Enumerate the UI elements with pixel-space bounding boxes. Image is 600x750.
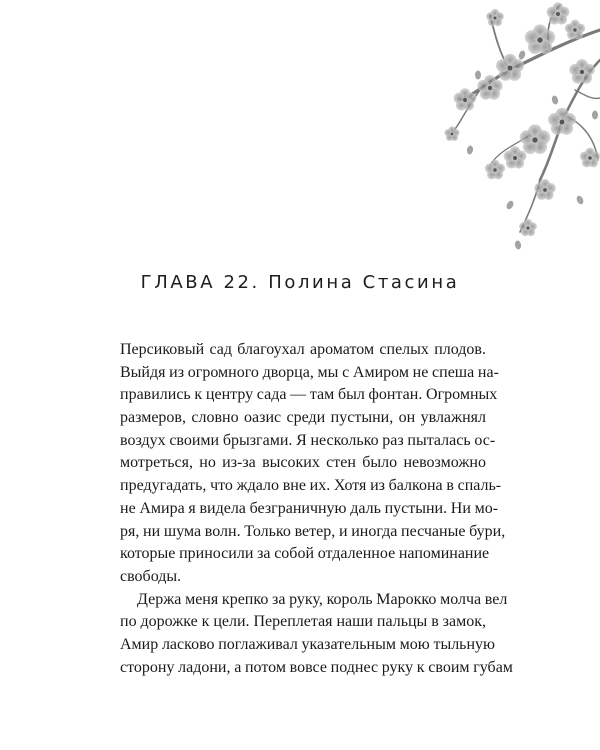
text-line: Персиковый сад благоухал ароматом спелых плодов. xyxy=(120,341,486,358)
text-line: Выйдя из огромного дворца, мы с Амиром не спеша на- xyxy=(120,363,499,381)
text-line: которые приносили за собой отдаленное напоминание xyxy=(120,545,490,563)
text-line: правились к центру сада — там был фонтан. Огромных xyxy=(120,386,498,404)
text-line: мотреться, но из-за высоких стен было невозможно xyxy=(120,454,486,472)
text-line: ря, ни шума волн. Только ветер, и иногда песчаные бури, xyxy=(120,522,506,540)
text-line: Держа меня крепко за руку, король Марокко молча вел xyxy=(137,590,508,608)
body-text xyxy=(120,339,513,679)
text-line: сторону ладони, а потом вовсе поднес руку к своим губам xyxy=(120,658,513,676)
text-line: воздух своими брызгами. Я несколько раз пыталась ос- xyxy=(120,431,496,449)
text-line: размеров, словно оазис среди пустыни, он увлажнял xyxy=(120,409,486,427)
cherry-blossom-illustration xyxy=(350,0,600,260)
text-line: предугадать, что ждало вне их. Хотя из балкона в спаль- xyxy=(120,477,502,495)
text-line: по дорожке к цели. Переплетая наши пальцы в замок, xyxy=(120,613,486,631)
text-line: Амир ласково поглаживал указательным мою тыльную xyxy=(120,635,495,653)
chapter-title: ГЛАВА 22. Полина Стасина xyxy=(140,272,460,293)
text-line: свободы. xyxy=(120,567,182,585)
text-line: не Амира я видела безграничную даль пустыни. Ни мо- xyxy=(120,499,499,517)
